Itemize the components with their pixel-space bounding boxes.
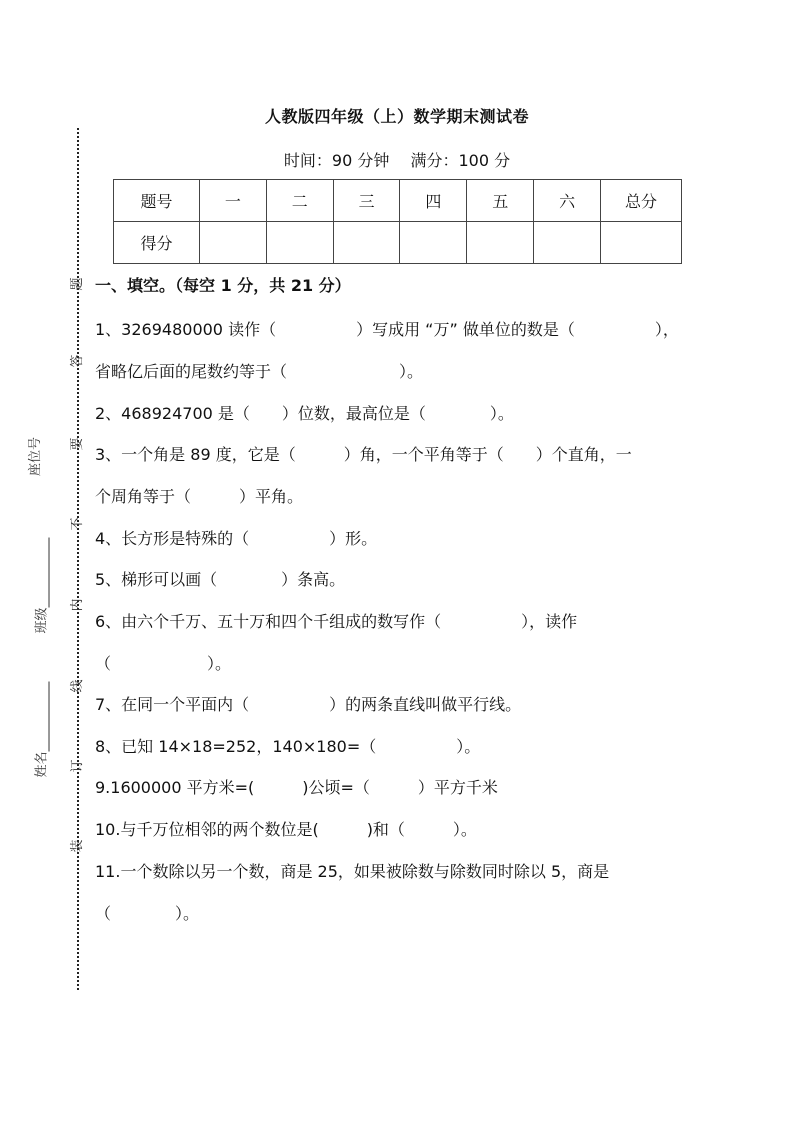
question-line: 11.一个数除以另一个数，商是 25，如果被除数与除数同时除以 5，商是 [95, 862, 610, 881]
seal-char: 订 [70, 759, 85, 773]
name-field[interactable] [31, 681, 50, 777]
question-line: 3、一个角是 89 度，它是（ ）角，一个平角等于（ ）个直角，一 [95, 445, 632, 464]
section-heading: 一、填空。（每空 1 分，共 21 分） [95, 276, 351, 295]
question-line: 10.与千万位相邻的两个数位是( )和（ ）。 [95, 820, 477, 839]
question-line: （ ）。 [95, 904, 200, 923]
table-cell: 题号 [114, 180, 200, 222]
table-header-row [114, 180, 682, 222]
seal-char: 内 [70, 598, 85, 612]
seal-char: 线 [70, 679, 85, 693]
score-cell[interactable] [200, 222, 267, 264]
question-line: 4、长方形是特殊的（ ）形。 [95, 529, 378, 548]
exam-info [0, 148, 794, 171]
score-cell[interactable] [333, 222, 400, 264]
seal-char: 要 [70, 437, 85, 451]
score-table [113, 179, 682, 264]
question-line: 5、梯形可以画（ ）条高。 [95, 570, 346, 589]
seat-number-label: 座位号 [28, 436, 44, 477]
score-cell[interactable] [400, 222, 467, 264]
table-cell: 得分 [114, 222, 200, 264]
table-cell: 二 [266, 180, 333, 222]
question-line: 8、已知 14×18=252，140×180=（ ）。 [95, 737, 481, 756]
seal-char: 答 [70, 354, 85, 368]
question-line: 1、3269480000 读作（ ）写成用 “万” 做单位的数是（ ）， [95, 320, 679, 339]
seal-char: 题 [70, 277, 85, 291]
question-line: 个周角等于（ ）平角。 [95, 487, 304, 506]
question-line: 7、在同一个平面内（ ）的两条直线叫做平行线。 [95, 695, 522, 714]
score-cell[interactable] [266, 222, 333, 264]
class-label: 班级 [34, 607, 50, 634]
score-cell[interactable] [467, 222, 534, 264]
seal-char: 装 [70, 839, 85, 853]
score-cell[interactable] [534, 222, 601, 264]
seat-number-field[interactable] [24, 437, 43, 476]
name-label: 姓名 [34, 751, 50, 778]
table-score-row [114, 222, 682, 264]
binding-dotted-line [77, 128, 79, 990]
table-cell: 五 [467, 180, 534, 222]
question-line: 省略亿后面的尾数约等于（ ）。 [95, 362, 424, 381]
table-cell: 总分 [601, 180, 682, 222]
time-limit: 时间：90 分钟 [283, 151, 390, 170]
table-cell: 六 [534, 180, 601, 222]
page-title: 人教版四年级（上）数学期末测试卷 [264, 107, 529, 126]
full-score: 满分：100 分 [410, 151, 511, 170]
class-field[interactable] [31, 537, 50, 633]
seal-char: 不 [70, 517, 85, 531]
table-cell: 三 [333, 180, 400, 222]
question-line: 2、468924700 是（ ）位数，最高位是（ ）。 [95, 404, 514, 423]
question-line: 6、由六个千万、五十万和四个千组成的数写作（ ），读作 [95, 612, 578, 631]
question-line: （ ）。 [95, 654, 232, 673]
score-cell[interactable] [601, 222, 682, 264]
question-line: 9.1600000 平方米=( )公顷=（ ）平方千米 [95, 778, 498, 797]
table-cell: 一 [200, 180, 267, 222]
table-cell: 四 [400, 180, 467, 222]
